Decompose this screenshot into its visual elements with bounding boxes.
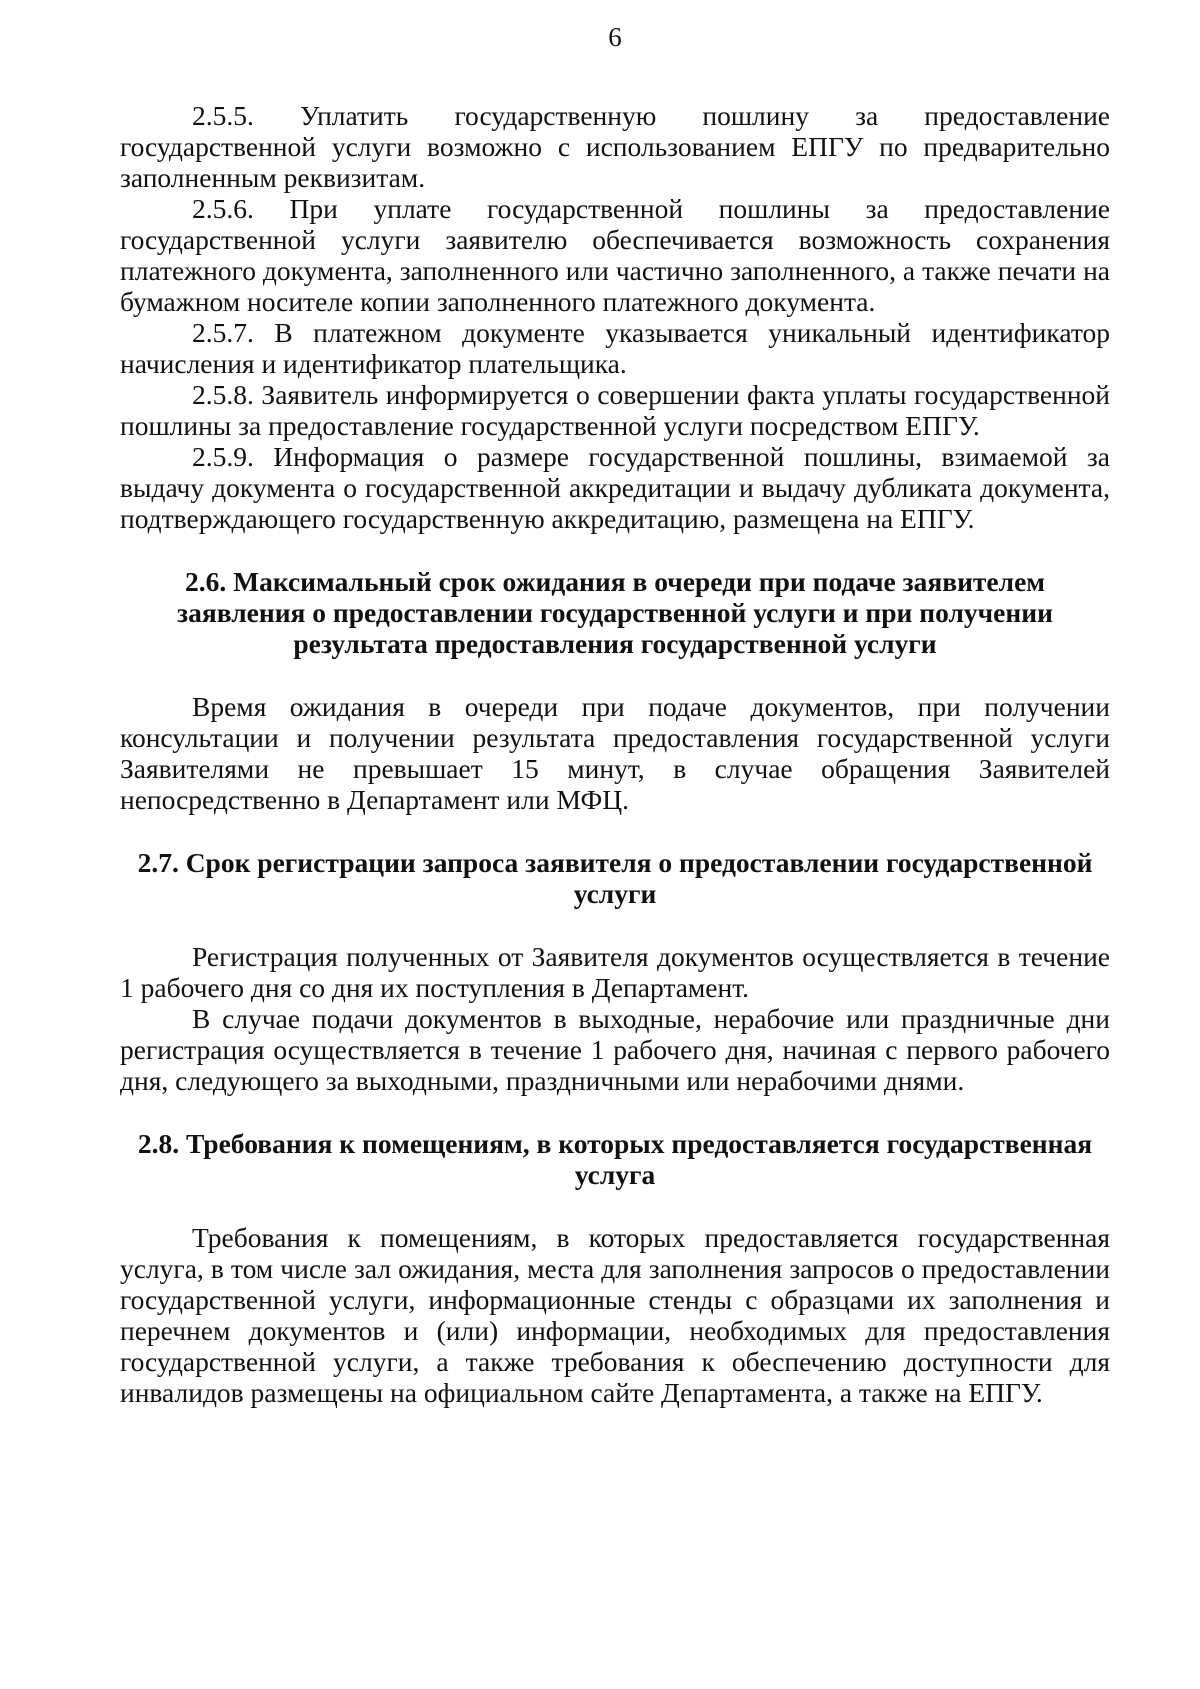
document-page	[120, 0, 1110, 1689]
paragraph-2-7-text-1: Регистрация полученных от Заявителя документов осуществляется в течение 1 рабочего дня со дня их поступления в Департамент.	[120, 941, 1110, 1003]
section-heading-2-8: 2.8. Требования к помещениям, в которых предоставляется государственная услуга	[137, 1128, 1093, 1190]
paragraph-2-6-text: Время ожидания в очереди при подаче документов, при получении консультации и получении результата предоставления государственной услуги Заявителями не превышает 15 минут, в случае обращения Заявителей непосредственно в Департамент или МФЦ.	[120, 691, 1110, 815]
paragraph-2-5-9: 2.5.9. Информация о размере государственной пошлины, взимаемой за выдачу документа о государственной аккредитации и выдачу дубликата документа, подтверждающего государственную аккредитацию, размещена на ЕПГУ.	[120, 441, 1110, 534]
paragraph-2-7-text-2: В случае подачи документов в выходные, нерабочие или праздничные дни регистрация осуществляется в течение 1 рабочего дня, начиная с первого рабочего дня, следующего за выходными, праздничными или нерабочими днями.	[120, 1003, 1110, 1096]
paragraph-2-5-6: 2.5.6. При уплате государственной пошлины за предоставление государственной услуги заявителю обеспечивается возможность сохранения платежного документа, заполненного или частично заполненного, а также печати на бумажном носителе копии заполненного платежного документа.	[120, 193, 1110, 317]
paragraph-2-5-5: 2.5.5. Уплатить государственную пошлину за предоставление государственной услуги возможно с использованием ЕПГУ по предварительно заполненным реквизитам.	[120, 100, 1110, 193]
paragraph-2-5-7: 2.5.7. В платежном документе указывается уникальный идентификатор начисления и идентификатор плательщика.	[120, 317, 1110, 379]
section-heading-2-6: 2.6. Максимальный срок ожидания в очереди при подаче заявителем заявления о предоставлении государственной услуги и при получении результата предоставления государственной услуги	[177, 566, 1053, 659]
document-content	[120, 100, 1110, 1408]
page-number: 6	[608, 22, 622, 52]
paragraph-2-8-text: Требования к помещениям, в которых предоставляется государственная услуга, в том числе зал ожидания, места для заполнения запросов о предоставлении государственной услуги, информационные стенды с образцами их заполнения и перечнем документов и (или) информации, необходимых для предоставления государственной услуги, а также требования к обеспечению доступности для инвалидов размещены на официальном сайте Департамента, а также на ЕПГУ.	[120, 1222, 1110, 1408]
paragraph-2-5-8: 2.5.8. Заявитель информируется о совершении факта уплаты государственной пошлины за предоставление государственной услуги посредством ЕПГУ.	[120, 379, 1110, 441]
section-heading-2-7: 2.7. Срок регистрации запроса заявителя о предоставлении государственной услуги	[137, 847, 1093, 909]
